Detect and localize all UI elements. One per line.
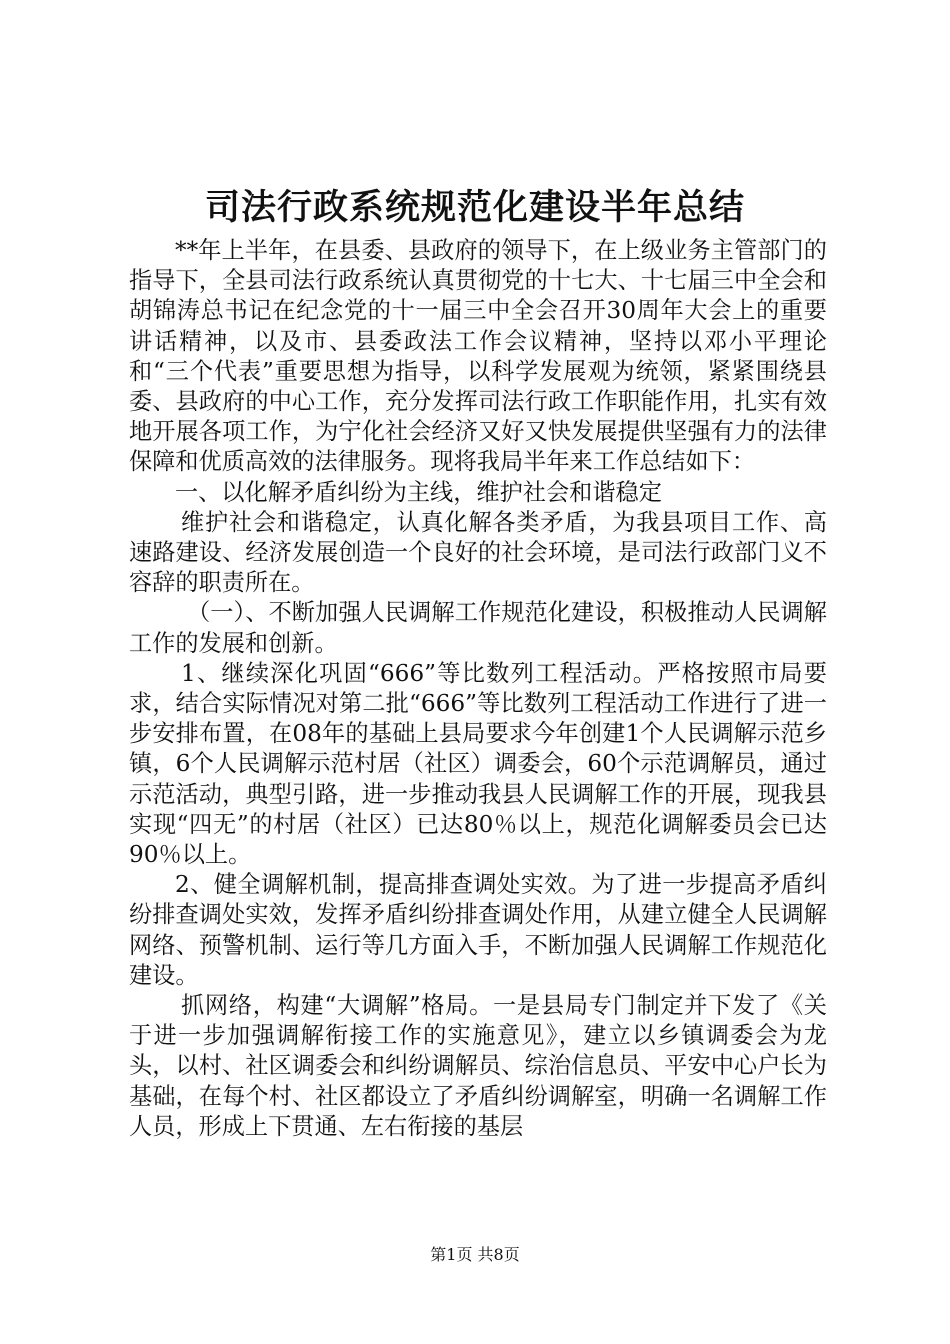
page-footer: 第1页 共8页 [430,1245,520,1264]
paragraph-network: 抓网络，构建“大调解”格局。一是县局专门制定并下发了《关于进一步加强调解衔接工作的实施意见》，建立以乡镇调委会为龙头，以村、社区调委会和纠纷调解员、综治信息员、平安中心户长为基础，在每个村、社区都设立了矛盾纠纷调解室，明确一名调解工作人员，形成上下贯通、左右衔接的基层 [129,992,827,1140]
subsection-heading-1: （一）、不断加强人民调解工作规范化建设，积极推动人民调解工作的发展和创新。 [129,599,827,657]
paragraph-section-1-intro: 维护社会和谐稳定，认真化解各类矛盾，为我县项目工作、高速路建设、经济发展创造一个良好的社会环境，是司法行政部门义不容辞的职责所在。 [129,508,827,597]
document-title: 司法行政系统规范化建设半年总结 [204,187,745,228]
section-heading-1: 一、以化解矛盾纠纷为主线，维护社会和谐稳定 [175,478,662,506]
paragraph-item-2: 2、健全调解机制，提高排查调处实效。为了进一步提高矛盾纠纷排查调处实效，发挥矛盾纠纷排查调处作用，从建立健全人民调解网络、预警机制、运行等几方面入手，不断加强人民调解工作规范化建设。 [129,871,827,989]
document-body [129,236,827,1142]
paragraph-intro: **年上半年，在县委、县政府的领导下，在上级业务主管部门的指导下，全县司法行政系统认真贯彻党的十七大、十七届三中全会和胡锦涛总书记在纪念党的十一届三中全会召开30周年大会上的重要讲话精神，以及市、县委政法工作会议精神，坚持以邓小平理论和“三个代表”重要思想为指导，以科学发展观为统领，紧紧围绕县委、县政府的中心工作，充分发挥司法行政工作职能作用，扎实有效地开展各项工作，为宁化社会经济又好又快发展提供坚强有力的法律保障和优质高效的法律服务。现将我局半年来工作总结如下： [129,237,827,476]
paragraph-item-1: 1、继续深化巩固“666”等比数列工程活动。严格按照市局要求，结合实际情况对第二批“666”等比数列工程活动工作进行了进一步安排布置，在08年的基础上县局要求今年创建1个人民调解示范乡镇，6个人民调解示范村居（社区）调委会，60个示范调解员，通过示范活动，典型引路，进一步推动我县人民调解工作的开展，现我县实现“四无”的村居（社区）已达80％以上，规范化调解委员会已达90％以上。 [129,659,827,869]
